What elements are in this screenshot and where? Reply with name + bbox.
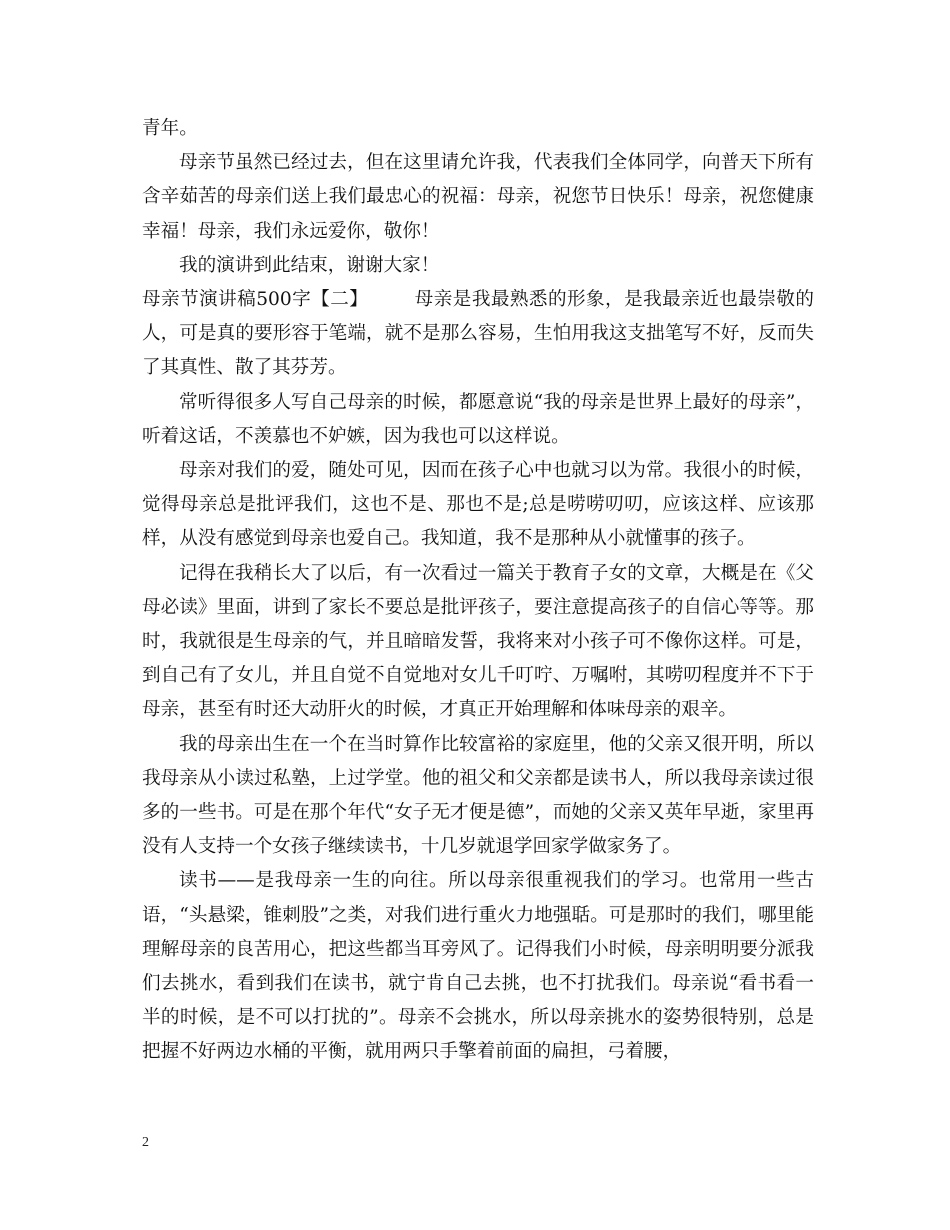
paragraph-with-heading (142, 283, 814, 386)
paragraph: 青年。 (142, 118, 198, 139)
paragraph: 母亲节虽然已经过去，但在这里请允许我，代表我们全体同学，向普天下所有含辛茹苦的母亲们送上我们最忠心的祝福：母亲，祝您节日快乐！母亲，祝您健康幸福！母亲，我们永远爱你，敬你！ (142, 152, 814, 242)
paragraph: 我的母亲出生在一个在当时算作比较富裕的家庭里，他的父亲又很开明，所以我母亲从小读过私塾，上过学堂。他的祖父和父亲都是读书人，所以我母亲读过很多的一些书。可是在那个年代“女子无才便是德”，而她的父亲又英年早逝，家里再没有人支持一个女孩子继续读书，十几岁就退学回家学做家务了。 (142, 733, 814, 858)
paragraph-text: 母亲是我最熟悉的形象，是我最亲近也最崇敬的人，可是真的要形容于笔端，就不是那么容易，生怕用我这支拙笔写不好，反而失了其真性、散了其芬芳。 (142, 289, 814, 379)
paragraph: 常听得很多人写自己母亲的时候，都愿意说“我的母亲是世界上最好的母亲”，听着这话，不羡慕也不妒嫉，因为我也可以这样说。 (142, 391, 814, 447)
paragraph: 母亲对我们的爱，随处可见，因而在孩子心中也就习以为常。我很小的时候，觉得母亲总是批评我们，这也不是、那也不是;总是唠唠叨叨，应该这样、应该那样，从没有感觉到母亲也爱自己。我知道，我不是那种从小就懂事的孩子。 (142, 460, 814, 550)
body-text (142, 112, 814, 1070)
section-heading: 母亲节演讲稿500字【二】 (142, 289, 369, 311)
page-number: 2 (142, 1135, 149, 1150)
paragraph: 记得在我稍长大了以后，有一次看过一篇关于教育子女的文章，大概是在《父母必读》里面，讲到了家长不要总是批评孩子，要注意提高孩子的自信心等等。那时，我就很是生母亲的气，并且暗暗发誓，我将来对小孩子可不像你这样。可是，到自己有了女儿，并且自觉不自觉地对女儿千叮咛、万嘱咐，其唠叨程度并不下于母亲，甚至有时还大动肝火的时候，才真正开始理解和体味母亲的艰辛。 (142, 562, 814, 721)
paragraph: 读书——是我母亲一生的向往。所以母亲很重视我们的学习。也常用一些古语，“头悬梁，锥刺股”之类，对我们进行重火力地强聒。可是那时的我们，哪里能理解母亲的良苦用心，把这些都当耳旁风了。记得我们小时候，母亲明明要分派我们去挑水，看到我们在读书，就宁肯自己去挑，也不打扰我们。母亲说“看书看一半的时候，是不可以打扰的”。母亲不会挑水，所以母亲挑水的姿势很特别，总是把握不好两边水桶的平衡，就用两只手擎着前面的扁担，弓着腰， (142, 870, 814, 1063)
paragraph: 我的演讲到此结束，谢谢大家！ (179, 254, 440, 276)
